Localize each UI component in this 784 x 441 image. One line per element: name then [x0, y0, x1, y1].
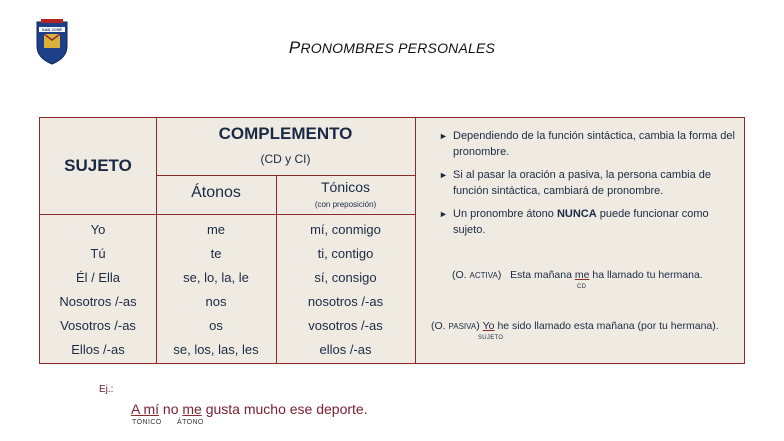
cell-sujeto: Vosotros /-as — [60, 318, 136, 333]
cell-atono: os — [209, 318, 223, 333]
note-item — [417, 167, 743, 199]
bullet-arrow-icon: ► — [439, 170, 448, 180]
label-open: (O. — [431, 320, 449, 332]
example-tonico: A mí — [131, 401, 160, 417]
cell-tonico: sí, consigo — [314, 270, 377, 285]
header-tonicos: Tónicos — [320, 179, 371, 195]
pronoun-me: me — [574, 269, 590, 281]
sujeto-label: SUJETO — [478, 335, 504, 341]
note-emphasis: NUNCA — [556, 208, 597, 220]
example-atono: me — [182, 401, 202, 417]
sentence-part: Esta mañana — [510, 269, 575, 281]
cell-sujeto: Ellos /-as — [71, 342, 125, 357]
header-cd-ci: (CD y CI) — [260, 152, 311, 166]
cell-sujeto: Él / Ella — [75, 270, 121, 285]
note-item — [417, 206, 743, 238]
header-atonos: Átonos — [191, 184, 241, 201]
cell-atono: nos — [205, 294, 227, 309]
title-initial: P — [288, 38, 301, 57]
example-sentence — [131, 401, 368, 417]
cell-sujeto: Yo — [90, 222, 106, 237]
divider-complemento — [156, 175, 415, 176]
label-open: (O. — [452, 269, 470, 281]
cell-tonico: mí, conmigo — [310, 222, 381, 237]
notes-list — [417, 128, 743, 245]
label-close: ) — [476, 320, 480, 332]
cell-atono: se, lo, la, le — [183, 270, 249, 285]
cell-atono: me — [206, 222, 226, 237]
example-part: no — [159, 401, 183, 417]
example-part: gusta mucho ese deporte. — [201, 401, 368, 417]
label-close: ) — [497, 269, 502, 281]
divider-table-notes — [415, 118, 416, 363]
cd-label: CD — [577, 284, 587, 290]
bullet-arrow-icon: ► — [439, 209, 448, 219]
note-item — [417, 128, 743, 160]
logo-text: SAN JOSÉ — [41, 27, 63, 32]
cell-tonico: ellos /-as — [319, 342, 372, 357]
cell-atono: te — [210, 246, 222, 261]
active-voice-example — [452, 269, 703, 281]
activa-tag: ACTIVA — [469, 271, 498, 280]
cell-sujeto: Nosotros /-as — [59, 294, 137, 309]
cell-tonico: nosotros /-as — [307, 294, 384, 309]
cell-tonico: vosotros /-as — [308, 318, 383, 333]
header-con-preposicion: (con preposición) — [314, 200, 377, 209]
cell-sujeto: Tú — [90, 246, 106, 261]
bullet-arrow-icon: ► — [439, 131, 448, 141]
header-sujeto: SUJETO — [64, 156, 132, 175]
passive-voice-example — [431, 320, 719, 332]
atono-label: ÁTONO — [177, 419, 204, 426]
sentence-part: ha llamado tu hermana. — [589, 269, 703, 281]
title-rest: RONOMBRES PERSONALES — [300, 40, 496, 56]
note-text-part: Un pronombre átono — [453, 208, 557, 220]
note-text: Si al pasar la oración a pasiva, la persona cambia de función sintáctica, cambiará de pronombre. — [453, 169, 712, 197]
example-label: Ej.: — [99, 384, 114, 395]
page-title — [0, 38, 784, 58]
note-text — [453, 208, 709, 236]
header-complemento: COMPLEMENTO — [218, 124, 353, 143]
cell-tonico: ti, contigo — [317, 246, 374, 261]
cell-atono: se, los, las, les — [173, 342, 259, 357]
pasiva-tag: PASIVA — [448, 322, 477, 331]
tonico-label: TÓNICO — [132, 419, 162, 426]
note-text-part: puede funcionar como sujeto. — [453, 208, 709, 236]
note-text: Dependiendo de la función sintáctica, cambia la forma del pronombre. — [453, 130, 735, 158]
divider-header — [40, 214, 415, 215]
sentence-part: he sido llamado esta mañana (por tu hermana). — [494, 320, 719, 332]
pronoun-yo: Yo — [482, 320, 495, 332]
